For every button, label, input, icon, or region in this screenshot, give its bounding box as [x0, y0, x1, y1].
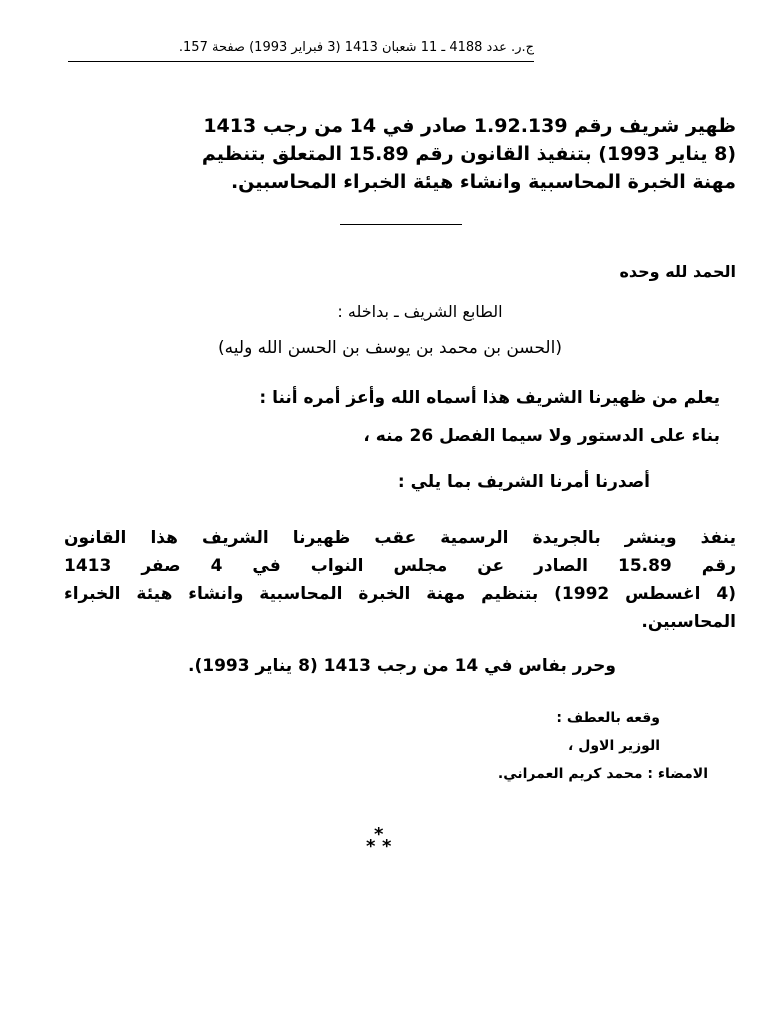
signatory-name: الامضاء : محمد كريم العمراني. — [497, 766, 708, 782]
seal-label: الطابع الشريف ـ بداخله : — [337, 302, 503, 321]
star-icon: * — [382, 836, 392, 857]
paragraph-line-3: (4 اغسطس 1992) بتنظيم مهنة الخبرة المحاسبية وانشاء هيئة الخبراء — [64, 584, 736, 604]
star-icon: * — [374, 824, 384, 845]
praise-line: الحمد لله وحده — [619, 262, 736, 281]
paragraph-line-4: المحاسبين. — [641, 612, 736, 632]
preamble-line-1: يعلم من ظهيرنا الشريف هذا أسماه الله وأعز أمره أننا : — [259, 388, 720, 408]
preamble-line-2: بناء على الدستور ولا سيما الفصل 26 منه ، — [363, 426, 720, 446]
paragraph-line-1: ينفذ وينشر بالجريدة الرسمية عقب ظهيرنا الشريف هذا القانون — [64, 528, 736, 548]
title-line-2: (8 يناير 1993) بتنفيذ القانون رقم 15.89 المتعلق بتنظيم — [201, 143, 736, 165]
asterism-ornament — [360, 826, 408, 866]
countersign-label: وقعه بالعطف : — [556, 710, 660, 726]
issued-at-line: وحرر بفاس في 14 من رجب 1413 (8 يناير 1993). — [188, 656, 616, 676]
title-line-1: ظهير شريف رقم 1.92.139 صادر في 14 من رجب 1413 — [203, 115, 736, 137]
star-icon: * — [366, 836, 376, 857]
title-line-3: مهنة الخبرة المحاسبية وانشاء هيئة الخبراء المحاسبين. — [230, 171, 736, 193]
title-separator — [340, 224, 462, 225]
minister-title: الوزير الاول ، — [568, 738, 660, 754]
decree-line: أصدرنا أمرنا الشريف بما يلي : — [397, 472, 650, 492]
paragraph-line-2: رقم 15.89 الصادر عن مجلس النواب في 4 صفر 1413 — [64, 556, 737, 576]
article-paragraph — [64, 524, 736, 636]
dahir-title — [60, 112, 736, 196]
king-name: (الحسن بن محمد بن يوسف بن الحسن الله وليه) — [218, 338, 562, 358]
gazette-citation: ج.ر. عدد 4188 ـ 11 شعبان 1413 (3 فبراير 1993) صفحة 157. — [68, 40, 534, 62]
